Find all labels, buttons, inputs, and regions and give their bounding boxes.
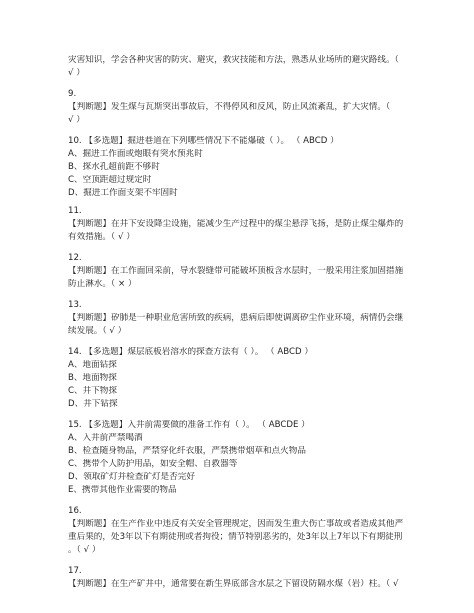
question-number: 12. <box>68 253 82 263</box>
option-line: E、携带其他作业需要的物品 <box>68 485 177 495</box>
question-number: 11. <box>68 206 82 216</box>
text-line: 灾害知识，学会各种灾害的防灾、避灾，救灾技能和方法，熟悉从业场所的避灾路线。（ <box>68 55 399 65</box>
option-line: C、空顶距超过规定时 <box>68 175 152 185</box>
option-line: B、地面物探 <box>68 373 117 383</box>
option-line: A、入井前严禁喝酒 <box>68 433 143 443</box>
text-line: √ ） <box>68 68 85 78</box>
text-line: 。（ √ ） <box>68 545 101 555</box>
text-line: 【判断题】在工作面回采前，导水裂缝带可能破坏顶板含水层时，一般采用注浆加固措施 <box>68 266 404 276</box>
text-line: 【判断题】在生产矿井中，通常要在新生界底部含水层之下留设防隔水煤（岩）柱。（ √ <box>68 579 399 589</box>
text-line: 14. 【多选题】煤层底板岩溶水的探查方法有（ ）。 （ ABCD ） <box>68 347 313 357</box>
option-line: B、探水孔超前距不够时 <box>68 162 160 172</box>
option-line: C、井下物探 <box>68 386 117 396</box>
text-line: 防止淋水。（ × ） <box>68 279 137 289</box>
option-line: A、地面钻探 <box>68 360 117 370</box>
text-line: 15. 【多选题】入井前需要做的准备工作有（ ）。 （ ABCDE ） <box>68 420 310 430</box>
question-number: 9. <box>68 89 77 99</box>
text-line: 【判断题】在生产作业中违反有关安全管理规定，因而发生重大伤亡事故或者造成其他严 <box>68 519 404 529</box>
text-line: 10. 【多选题】掘进巷道在下列哪些情况下不能爆破（ ）。 （ ABCD ） <box>68 136 339 146</box>
text-line: 续发展。（ √ ） <box>68 326 127 336</box>
option-line: D、领取矿灯并检查矿灯是否完好 <box>68 472 195 482</box>
question-number: 13. <box>68 300 82 310</box>
text-line: 重后果的，处3年以下有期徒刑或者拘役；情节特别恶劣的，处3年以上7年以下有期徒刑 <box>68 532 403 542</box>
text-line: 【判断题】发生煤与瓦斯突出事故后，不得停风和反风，防止风流紊乱，扩大灾情。（ <box>68 102 391 112</box>
text-line: 【判断题】在井下安设降尘设施，能减少生产过程中的煤尘悬浮飞扬，是防止煤尘爆炸的 <box>68 219 404 229</box>
option-line: C、携带个人防护用品，如安全帽、自救器等 <box>68 459 238 469</box>
text-line: 有效措施。（ √ ） <box>68 232 135 242</box>
question-number: 16. <box>68 506 82 516</box>
option-line: D、井下钻探 <box>68 399 118 409</box>
option-line: B、检查随身物品，严禁穿化纤衣服，严禁携带烟草和点火物品 <box>68 446 306 456</box>
text-line: 【判断题】矽肺是一种职业危害所致的疾病，患病后即使调离矽尘作业环境，病情仍会继 <box>68 313 404 323</box>
question-number: 17. <box>68 566 82 576</box>
text-line: √ ） <box>68 115 85 125</box>
option-line: A、掘进工作面或炮眼有突水预兆时 <box>68 149 203 159</box>
option-line: D、掘进工作面支架不牢固时 <box>68 188 178 198</box>
